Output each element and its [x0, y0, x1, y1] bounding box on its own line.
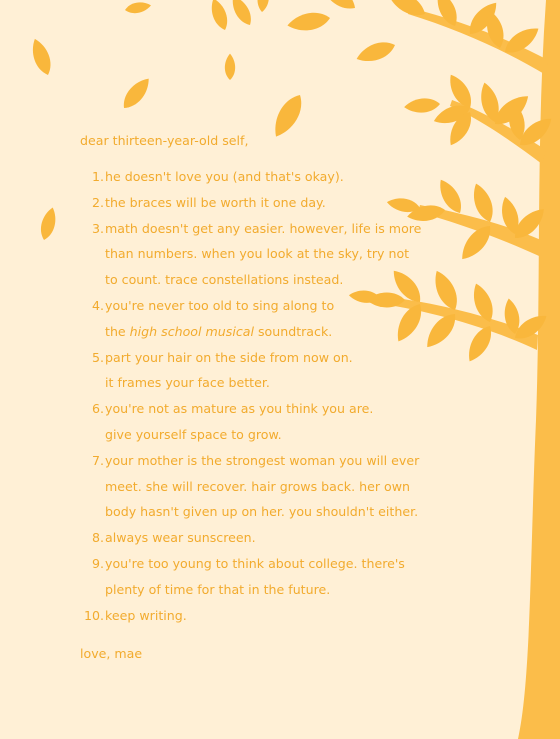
item-number: 1.: [91, 169, 104, 184]
item-number: 10.: [83, 607, 104, 623]
advice-list: [80, 164, 440, 628]
falling-leaf: [38, 206, 59, 242]
item-text: part your hair on the side from now on.: [105, 349, 353, 365]
item-text: keep writing.: [105, 607, 187, 623]
item-text: you're not as mature as you think you are.: [105, 401, 374, 417]
letter: [80, 131, 440, 664]
item-number: 8.: [91, 530, 104, 546]
falling-leaf: [28, 36, 55, 77]
item-number: 9.: [91, 555, 104, 571]
item-number: 3.: [91, 220, 104, 236]
item-text: the: [105, 323, 130, 339]
item-text: you're too young to think about college. there's: [105, 555, 405, 571]
list-item: [80, 293, 440, 345]
list-item: [80, 551, 440, 603]
item-text: you're never too old to sing along to: [105, 297, 335, 313]
list-item: [80, 525, 440, 551]
item-text: meet. she will recover. hair grows back. her own: [105, 478, 410, 494]
tree-trunk: [518, 0, 560, 739]
item-text: the braces will be worth it one day.: [105, 194, 326, 210]
greeting: dear thirteen-year-old self,: [80, 133, 249, 148]
item-text: your mother is the strongest woman you will ever: [105, 452, 420, 468]
list-item: [80, 345, 440, 397]
item-text: he doesn't love you (and that's okay).: [105, 169, 344, 184]
item-text: always wear sunscreen.: [105, 530, 256, 546]
item-text: body hasn't given up on her. you shouldn't either.: [105, 504, 419, 520]
list-item: [80, 164, 440, 190]
item-number: 2.: [91, 194, 104, 210]
item-number: 6.: [91, 401, 104, 417]
item-text: than numbers. when you look at the sky, try not: [105, 246, 410, 262]
item-number: 4.: [91, 297, 104, 313]
item-text: soundtrack.: [253, 323, 333, 339]
item-text: to count. trace constellations instead.: [105, 272, 344, 288]
list-item: [80, 190, 440, 216]
falling-leaf: [124, 0, 152, 15]
list-item: [80, 603, 440, 629]
signoff: love, mae: [80, 646, 143, 662]
falling-leaf: [118, 74, 154, 113]
item-text: it frames your face better.: [105, 375, 270, 391]
item-text: plenty of time for that in the future.: [105, 581, 331, 597]
item-text: math doesn't get any easier. however, life is more: [105, 220, 422, 236]
list-item: [80, 396, 440, 448]
item-text: give yourself space to grow.: [105, 426, 282, 442]
item-number: 5.: [91, 349, 104, 365]
item-number: 7.: [91, 452, 104, 468]
movie-title: high school musical: [129, 323, 254, 339]
list-item: [80, 448, 440, 525]
list-item: [80, 216, 440, 293]
